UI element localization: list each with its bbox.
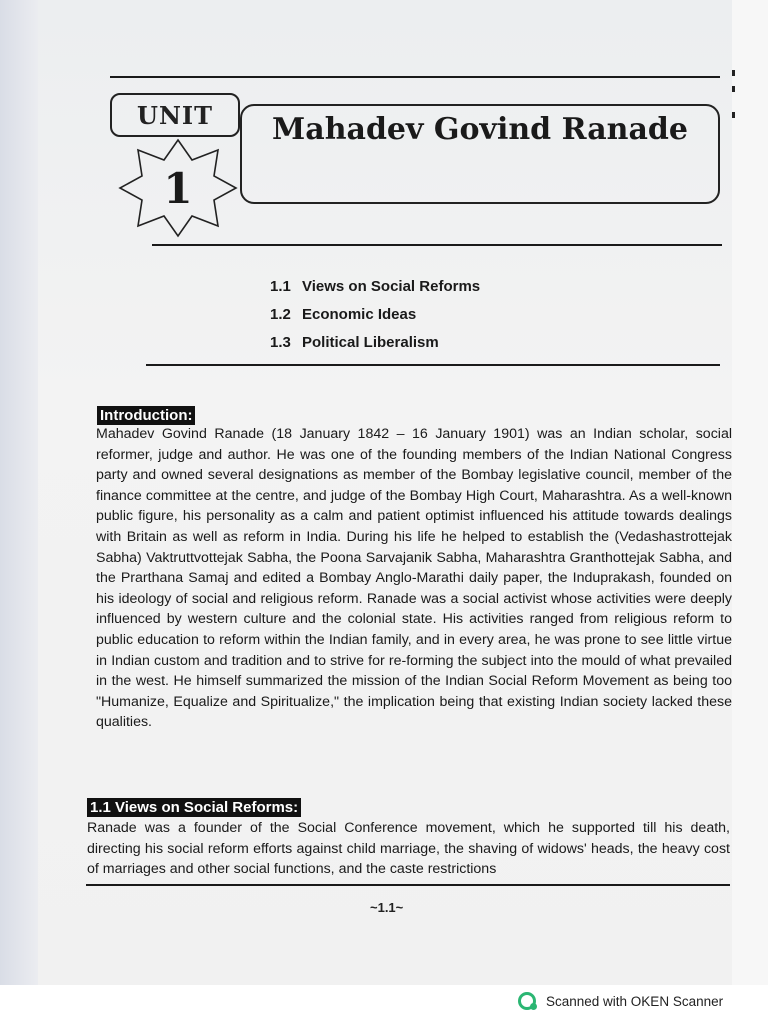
top-rule <box>110 76 720 78</box>
unit-number: 1 <box>163 163 193 213</box>
section-1-1-heading: 1.1 Views on Social Reforms: <box>87 798 301 817</box>
table-of-contents <box>270 272 480 356</box>
footer-rule <box>86 884 730 886</box>
section-1-1-paragraph: Ranade was a founder of the Social Conference movement, which he supported till his death, directing his social reform efforts against child marriage, the shaving of widows' heads, the heavy cost of marriages and other social functions, and the caste restrictions <box>87 820 730 878</box>
toc-item-number: 1.1 <box>270 277 291 295</box>
toc-bottom-rule <box>146 364 720 366</box>
unit-label: UNIT <box>110 93 240 137</box>
toc-item <box>270 300 480 328</box>
toc-item <box>270 272 480 300</box>
introduction-heading: Introduction: <box>97 406 195 425</box>
scanner-watermark <box>518 990 723 1012</box>
toc-item-number: 1.3 <box>270 333 291 351</box>
toc-top-rule <box>152 244 722 246</box>
page-left-edge <box>0 0 40 985</box>
scanner-logo-icon <box>518 992 536 1010</box>
toc-item-title: Political Liberalism <box>302 333 439 351</box>
toc-item-title: Views on Social Reforms <box>302 277 481 295</box>
page-number: ~1.1~ <box>370 900 404 915</box>
scanner-watermark-text: Scanned with OKEN Scanner <box>546 993 724 1009</box>
toc-item-number: 1.2 <box>270 305 291 323</box>
page-right-edge <box>732 0 768 985</box>
introduction-paragraph: Mahadev Govind Ranade (18 January 1842 – 16 January 1901) was an Indian scholar, social reformer, judge and author. He was one of the founding members of the Indian National Congress party and owned several designations as member of the Bombay legislative council, member of the finance committee at the centre, and judge of the Bombay High Court, Maharashtra. As a well-known public figure, his personality as a calm and patient optimist influenced his attitude towards dealings with Britain as well as reform in India. During his life he helped to establish the (Vedashastrottejak Sabha) Vaktruttvottejak Sabha, the Poona Sarvajanik Sabha, Maharashtra Granthottejak Sabha, and the Prarthana Samaj and edited a Bombay Anglo-Marathi daily paper, the Induprakash, founded on his ideology of social and religious reform. Ranade was a social activist whose activities were deeply influenced by western culture and the colonial state. His activities ranged from religious reform to public education to reform within the Indian family, and in every area, he was prone to see little virtue in Indian custom and tradition and to strive for re-forming the subject into the mould of what prevailed in the west. He himself summarized the mission of the Indian Social Reform Movement as being too "Humanize, Equalize and Spiritualize," the implication being that existing Indian society lacked these qualities. <box>96 426 732 731</box>
toc-item-title: Economic Ideas <box>302 305 417 323</box>
toc-item <box>270 328 480 356</box>
chapter-title: Mahadev Govind Ranade <box>272 112 688 147</box>
